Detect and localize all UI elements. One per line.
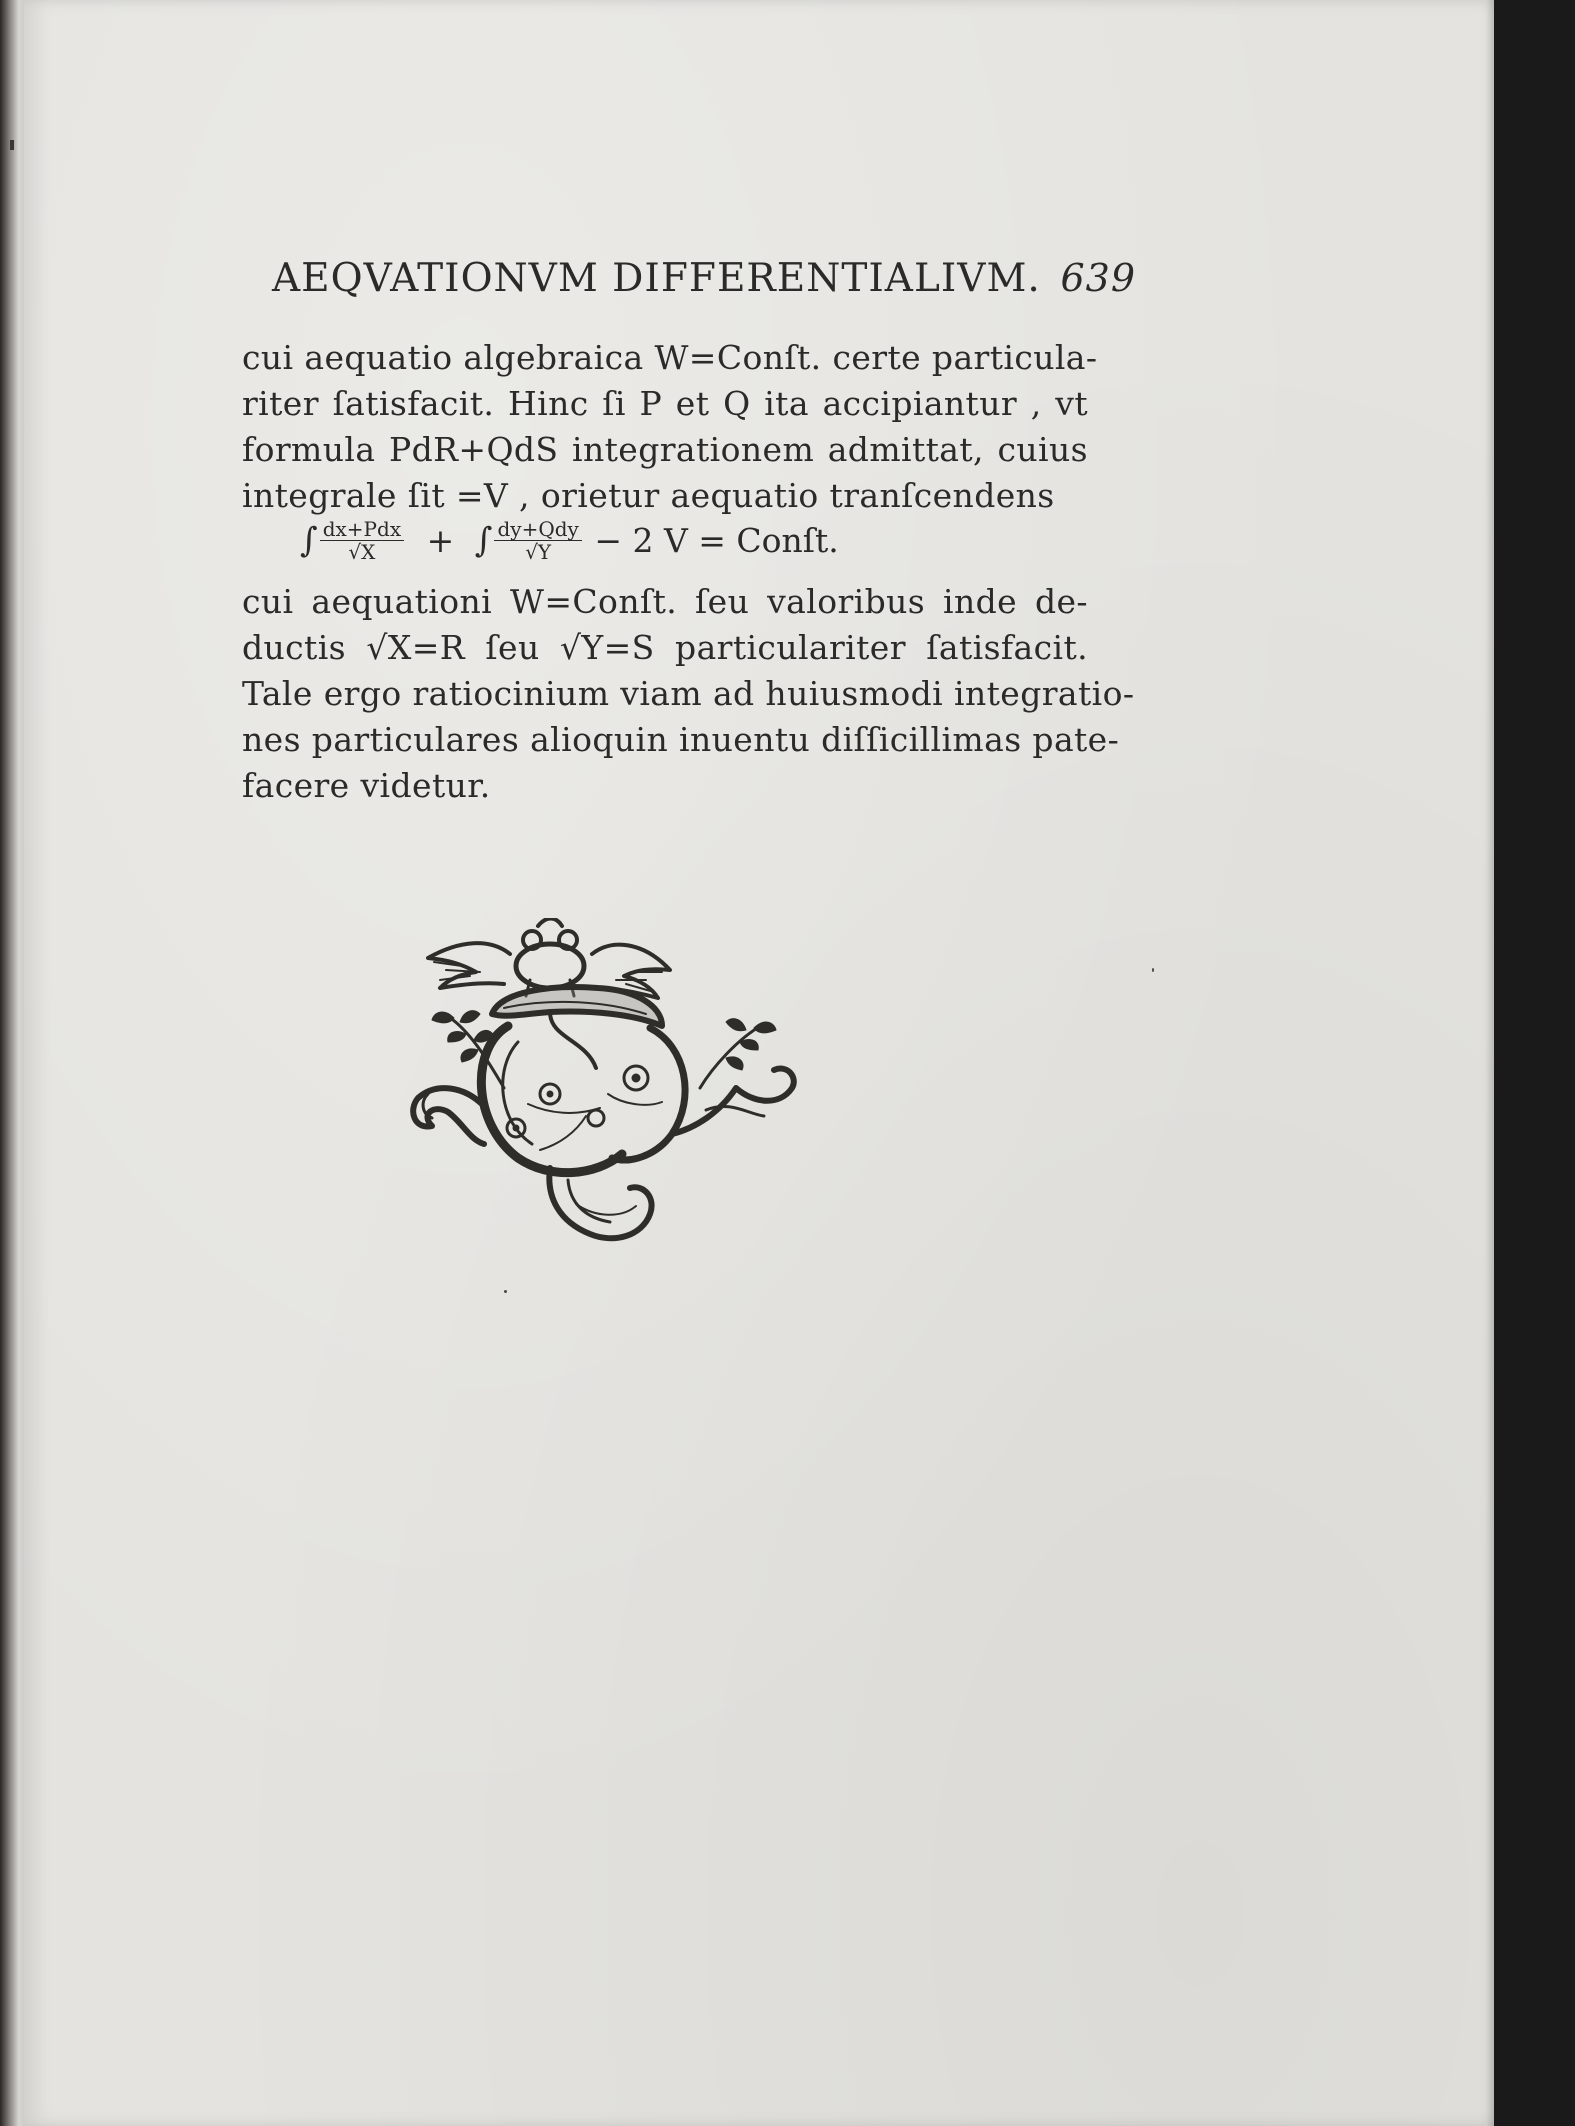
plus-operator: +	[426, 521, 455, 560]
fraction-1-numerator: dx+Pdx	[320, 518, 404, 541]
ink-speck	[504, 1290, 507, 1293]
text-line-5: cui aequationi W=Conſt. ſeu valoribus inde de-	[242, 582, 1088, 621]
fraction-2	[494, 518, 581, 563]
fraction-1	[320, 518, 404, 563]
formula-tail: − 2 V = Conſt.	[594, 521, 839, 560]
running-head-title: AEQVATIONVM DIFFERENTIALIVM.	[272, 256, 1041, 301]
text-line-4: integrale ſit =V , orietur aequatio tranſcendens	[242, 476, 1055, 515]
page-sheet	[24, 0, 1494, 2126]
text-line-3: formula PdR+QdS integrationem admittat, cuius	[242, 430, 1088, 469]
running-head	[272, 256, 1136, 301]
page-number: 639	[1060, 256, 1136, 300]
text-line-6: ductis √X=R ſeu √Y=S particulariter ſatisfacit.	[242, 628, 1088, 667]
display-formula	[300, 518, 839, 563]
fraction-2-numerator: dy+Qdy	[494, 518, 581, 541]
eagle-cartouche-vignette-icon	[400, 918, 820, 1258]
integral-sign-2: ∫	[474, 520, 493, 561]
fraction-2-denominator: √Y	[525, 540, 552, 564]
binding-mark	[10, 140, 14, 150]
text-line-8: nes particulares alioquin inuentu diſſicillimas pate-	[242, 720, 1120, 759]
integral-sign-1: ∫	[300, 520, 318, 561]
fraction-1-denominator: √X	[348, 540, 376, 564]
text-line-7: Tale ergo ratiocinium viam ad huiusmodi integratio-	[242, 674, 1135, 713]
text-line-9: facere videtur.	[242, 766, 491, 805]
text-line-2: riter ſatisfacit. Hinc ſi P et Q ita accipiantur , vt	[242, 384, 1088, 423]
text-line-1: cui aequatio algebraica W=Conſt. certe particula-	[242, 338, 1098, 377]
ink-speck	[1152, 968, 1154, 972]
